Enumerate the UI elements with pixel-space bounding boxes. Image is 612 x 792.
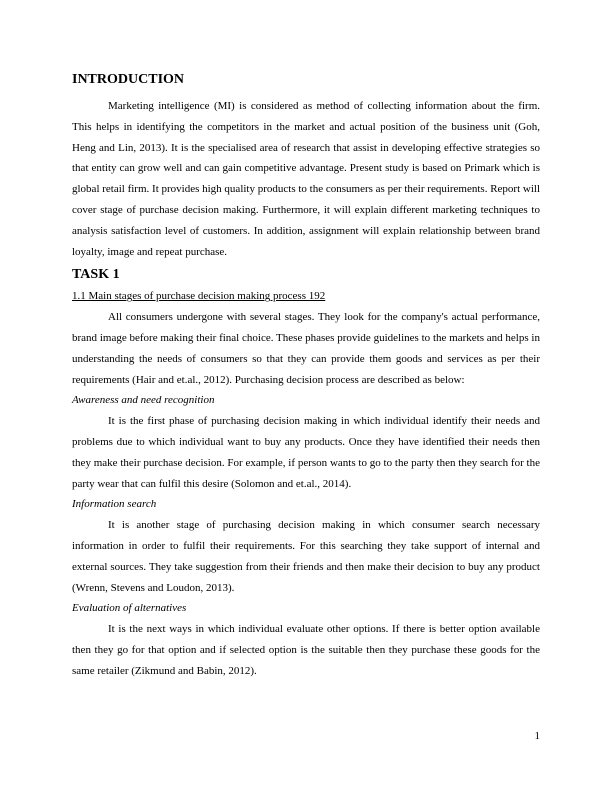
task-heading: TASK 1 bbox=[72, 267, 120, 283]
introduction-heading: INTRODUCTION bbox=[72, 72, 185, 87]
page-content bbox=[72, 71, 540, 682]
stage-heading: Evaluation of alternatives bbox=[72, 602, 187, 615]
section-intro-paragraph: All consumers undergone with several stages. They look for the company's actual performance, brand image before making their final choice. These phases provide guidelines to the markets and helps in understanding the needs of consumers so that they can provide them goods and services as per their requirements (Hair and et.al., 2012). Purchasing decision process are described as below: bbox=[72, 311, 540, 386]
introduction-paragraph: Marketing intelligence (MI) is considered as method of collecting information about the firm. This helps in identifying the competitors in the market and actual position of the business unit (Goh, Heng and Lin, 2013). It is the specialised area of research that assist in developing effective strategies so that entity can grow well and can gain competitive advantage. Present study is based on Primark which is global retail firm. It provides high quality products to the consumers as per their requirements. Report will cover stage of purchase decision making. Furthermore, it will explain different marketing techniques to analysis satisfaction level of customers. In addition, assignment will explain relationship between brand loyalty, image and repeat purchase. bbox=[72, 100, 540, 258]
section-heading: 1.1 Main stages of purchase decision making process 192 bbox=[72, 290, 326, 303]
stage-heading: Information search bbox=[72, 498, 157, 511]
stage-paragraph: It is another stage of purchasing decision making in which consumer search necessary information in order to fulfil their requirements. For this searching they take support of internal and external sources. They take suggestion from their friends and then make their decision to buy any product (Wrenn, Stevens and Loudon, 2013). bbox=[72, 519, 540, 594]
stage-heading: Awareness and need recognition bbox=[72, 394, 215, 407]
stage-paragraph: It is the first phase of purchasing decision making in which individual identify their needs and problems due to which individual want to buy any products. Once they have identified their needs then they make their purchase decision. For example, if person wants to go to the party then they search for the party wear that can fulfil this desire (Solomon and et.al., 2014). bbox=[72, 415, 540, 490]
stage-paragraph: It is the next ways in which individual evaluate other options. If there is better option available then they go for that option and if selected option is the suitable then they purchase these goods for the same retailer (Zikmund and Babin, 2012). bbox=[72, 623, 540, 677]
page-number: 1 bbox=[534, 730, 540, 742]
